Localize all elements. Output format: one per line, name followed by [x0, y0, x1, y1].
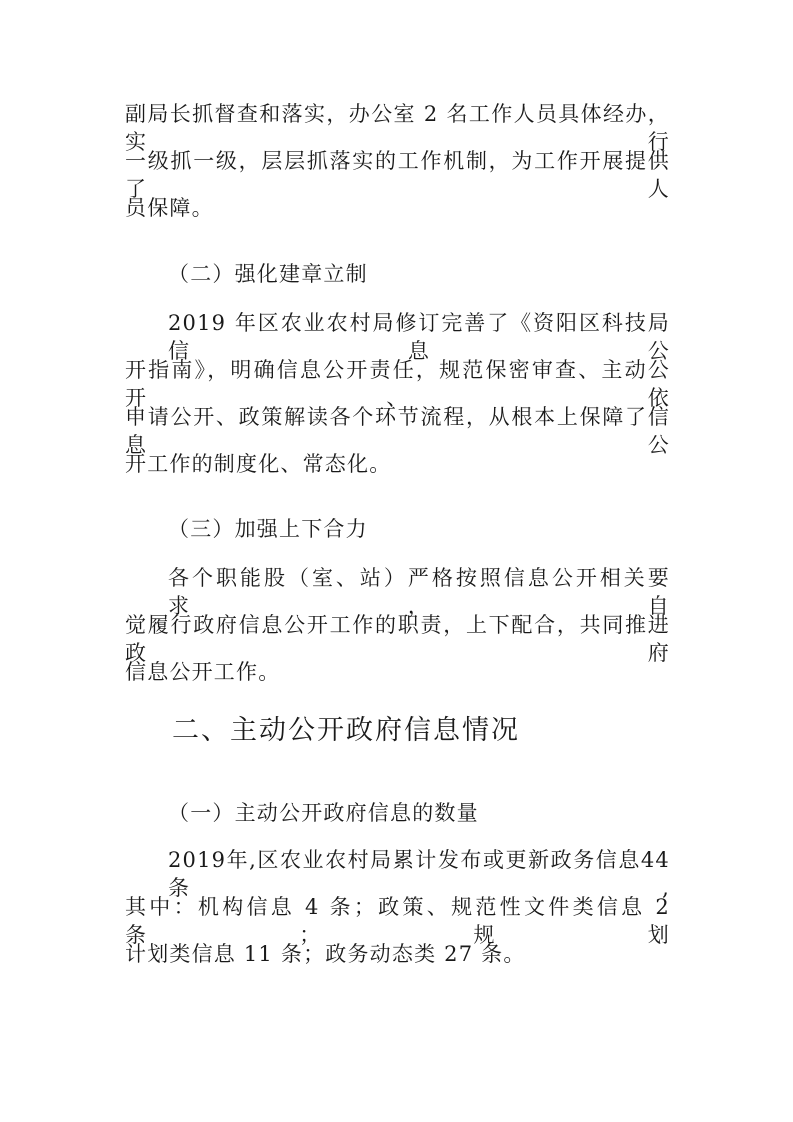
paragraph-line: 副局长抓督查和落实，办公室 2 名工作人员具体经办，实行	[125, 102, 670, 154]
paragraph-line: 信息公开工作。	[125, 660, 281, 684]
section-heading: （二）强化建章立制	[168, 262, 368, 286]
paragraph-line: 其中：机构信息 4 条；政策、规范性文件类信息 2 条；规划	[125, 895, 670, 947]
paragraph-line: 开指南》，明确信息公开责任，规范保密审查、主动公开、依	[125, 358, 670, 410]
paragraph-line: 计划类信息 11 条；政务动态类 27 条。	[125, 942, 526, 966]
paragraph-line: 开工作的制度化、常态化。	[125, 452, 392, 476]
paragraph-line: 一级抓一级，层层抓落实的工作机制，为工作开展提供了人	[125, 149, 670, 201]
paragraph-line: 员保障。	[125, 196, 214, 220]
paragraph-line: 2019年,区农业农村局累计发布或更新政务信息44条,	[168, 848, 670, 900]
paragraph-line: 各个职能股（室、站）严格按照信息公开相关要求，自	[168, 566, 670, 618]
paragraph-line: 觉履行政府信息公开工作的职责，上下配合，共同推进政府	[125, 613, 670, 665]
paragraph-line: 2019 年区农业农村局修订完善了《资阳区科技局信息公	[168, 311, 670, 363]
section-heading: （一）主动公开政府信息的数量	[168, 801, 479, 825]
chapter-heading: 二、主动公开政府信息情况	[172, 715, 520, 746]
paragraph-line: 申请公开、政策解读各个环节流程，从根本上保障了信息公	[125, 405, 670, 457]
section-heading: （三）加强上下合力	[168, 517, 368, 541]
